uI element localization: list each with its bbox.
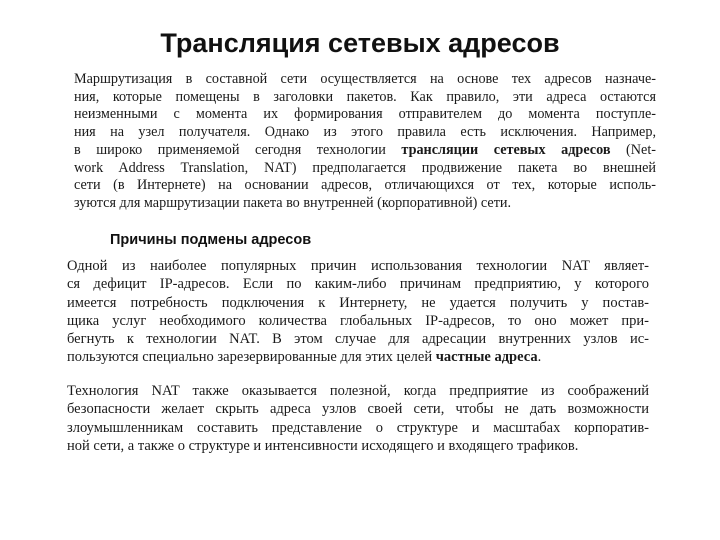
- intro-line: work Address Translation, NAT) предполагается продвижение пакета во внешней: [74, 159, 656, 176]
- intro-line: [74, 142, 656, 160]
- intro-line: ния, которые помещены в заголовки пакетов. Как правило, эти адреса остаются: [74, 88, 656, 105]
- security-line: злоумышленникам составить представление о структуре и масштабах корпоратив-: [67, 419, 649, 436]
- intro-text: (Net-: [610, 141, 656, 158]
- intro-line: сети (в Интернете) на основании адресов, отличающихся от тех, которые исполь-: [74, 177, 656, 194]
- intro-line: ния на узел получателя. Однако из этого правила есть исключения. Например,: [74, 124, 656, 141]
- intro-text: в широко применяемой сегодня технологии: [74, 141, 402, 158]
- reasons-line: [67, 348, 649, 366]
- intro-line: Маршрутизация в составной сети осуществляется на основе тех адресов назначе-: [74, 71, 656, 87]
- intro-line: зуются для маршрутизации пакета во внутренней (корпоративной) сети.: [74, 194, 512, 211]
- section-heading: Причины подмены адресов: [110, 232, 312, 248]
- reasons-line: Одной из наиболее популярных причин использования технологии NAT являет-: [67, 258, 649, 274]
- reasons-text: пользуются специально зарезервированные для этих целей: [67, 349, 436, 366]
- intro-line: неизменными с момента их формирования отправителем до момента поступле-: [74, 106, 656, 123]
- reasons-paragraph: [67, 257, 649, 367]
- security-paragraph: [67, 382, 649, 455]
- reasons-line: щика услуг необходимого количества глобальных IP-адресов, то оно может при-: [67, 312, 649, 329]
- reasons-text: .: [537, 349, 542, 366]
- intro-paragraph: [74, 71, 656, 213]
- security-line: безопасности желает скрыть адреса узлов своей сети, чтобы не дать возможности: [67, 401, 649, 418]
- private-addresses-term: частные адреса: [435, 349, 538, 366]
- nat-term: трансляции сетевых адресов: [401, 141, 611, 158]
- security-line: ной сети, а также о структуре и интенсивности исходящего и входящего трафиков.: [67, 437, 579, 454]
- reasons-line: имеется потребность подключения к Интернету, не удается получить у постав-: [67, 294, 649, 311]
- security-line: Технология NAT также оказывается полезной, когда предприятие из соображений: [67, 383, 649, 399]
- reasons-line: ся дефицит IP-адресов. Если по каким-либо причинам предприятию, у которого: [67, 276, 649, 293]
- reasons-line: бегнуть к технологии NAT. В этом случае для адресации внутренних узлов ис-: [67, 331, 649, 348]
- page-title: Трансляция сетевых адресов: [160, 28, 560, 58]
